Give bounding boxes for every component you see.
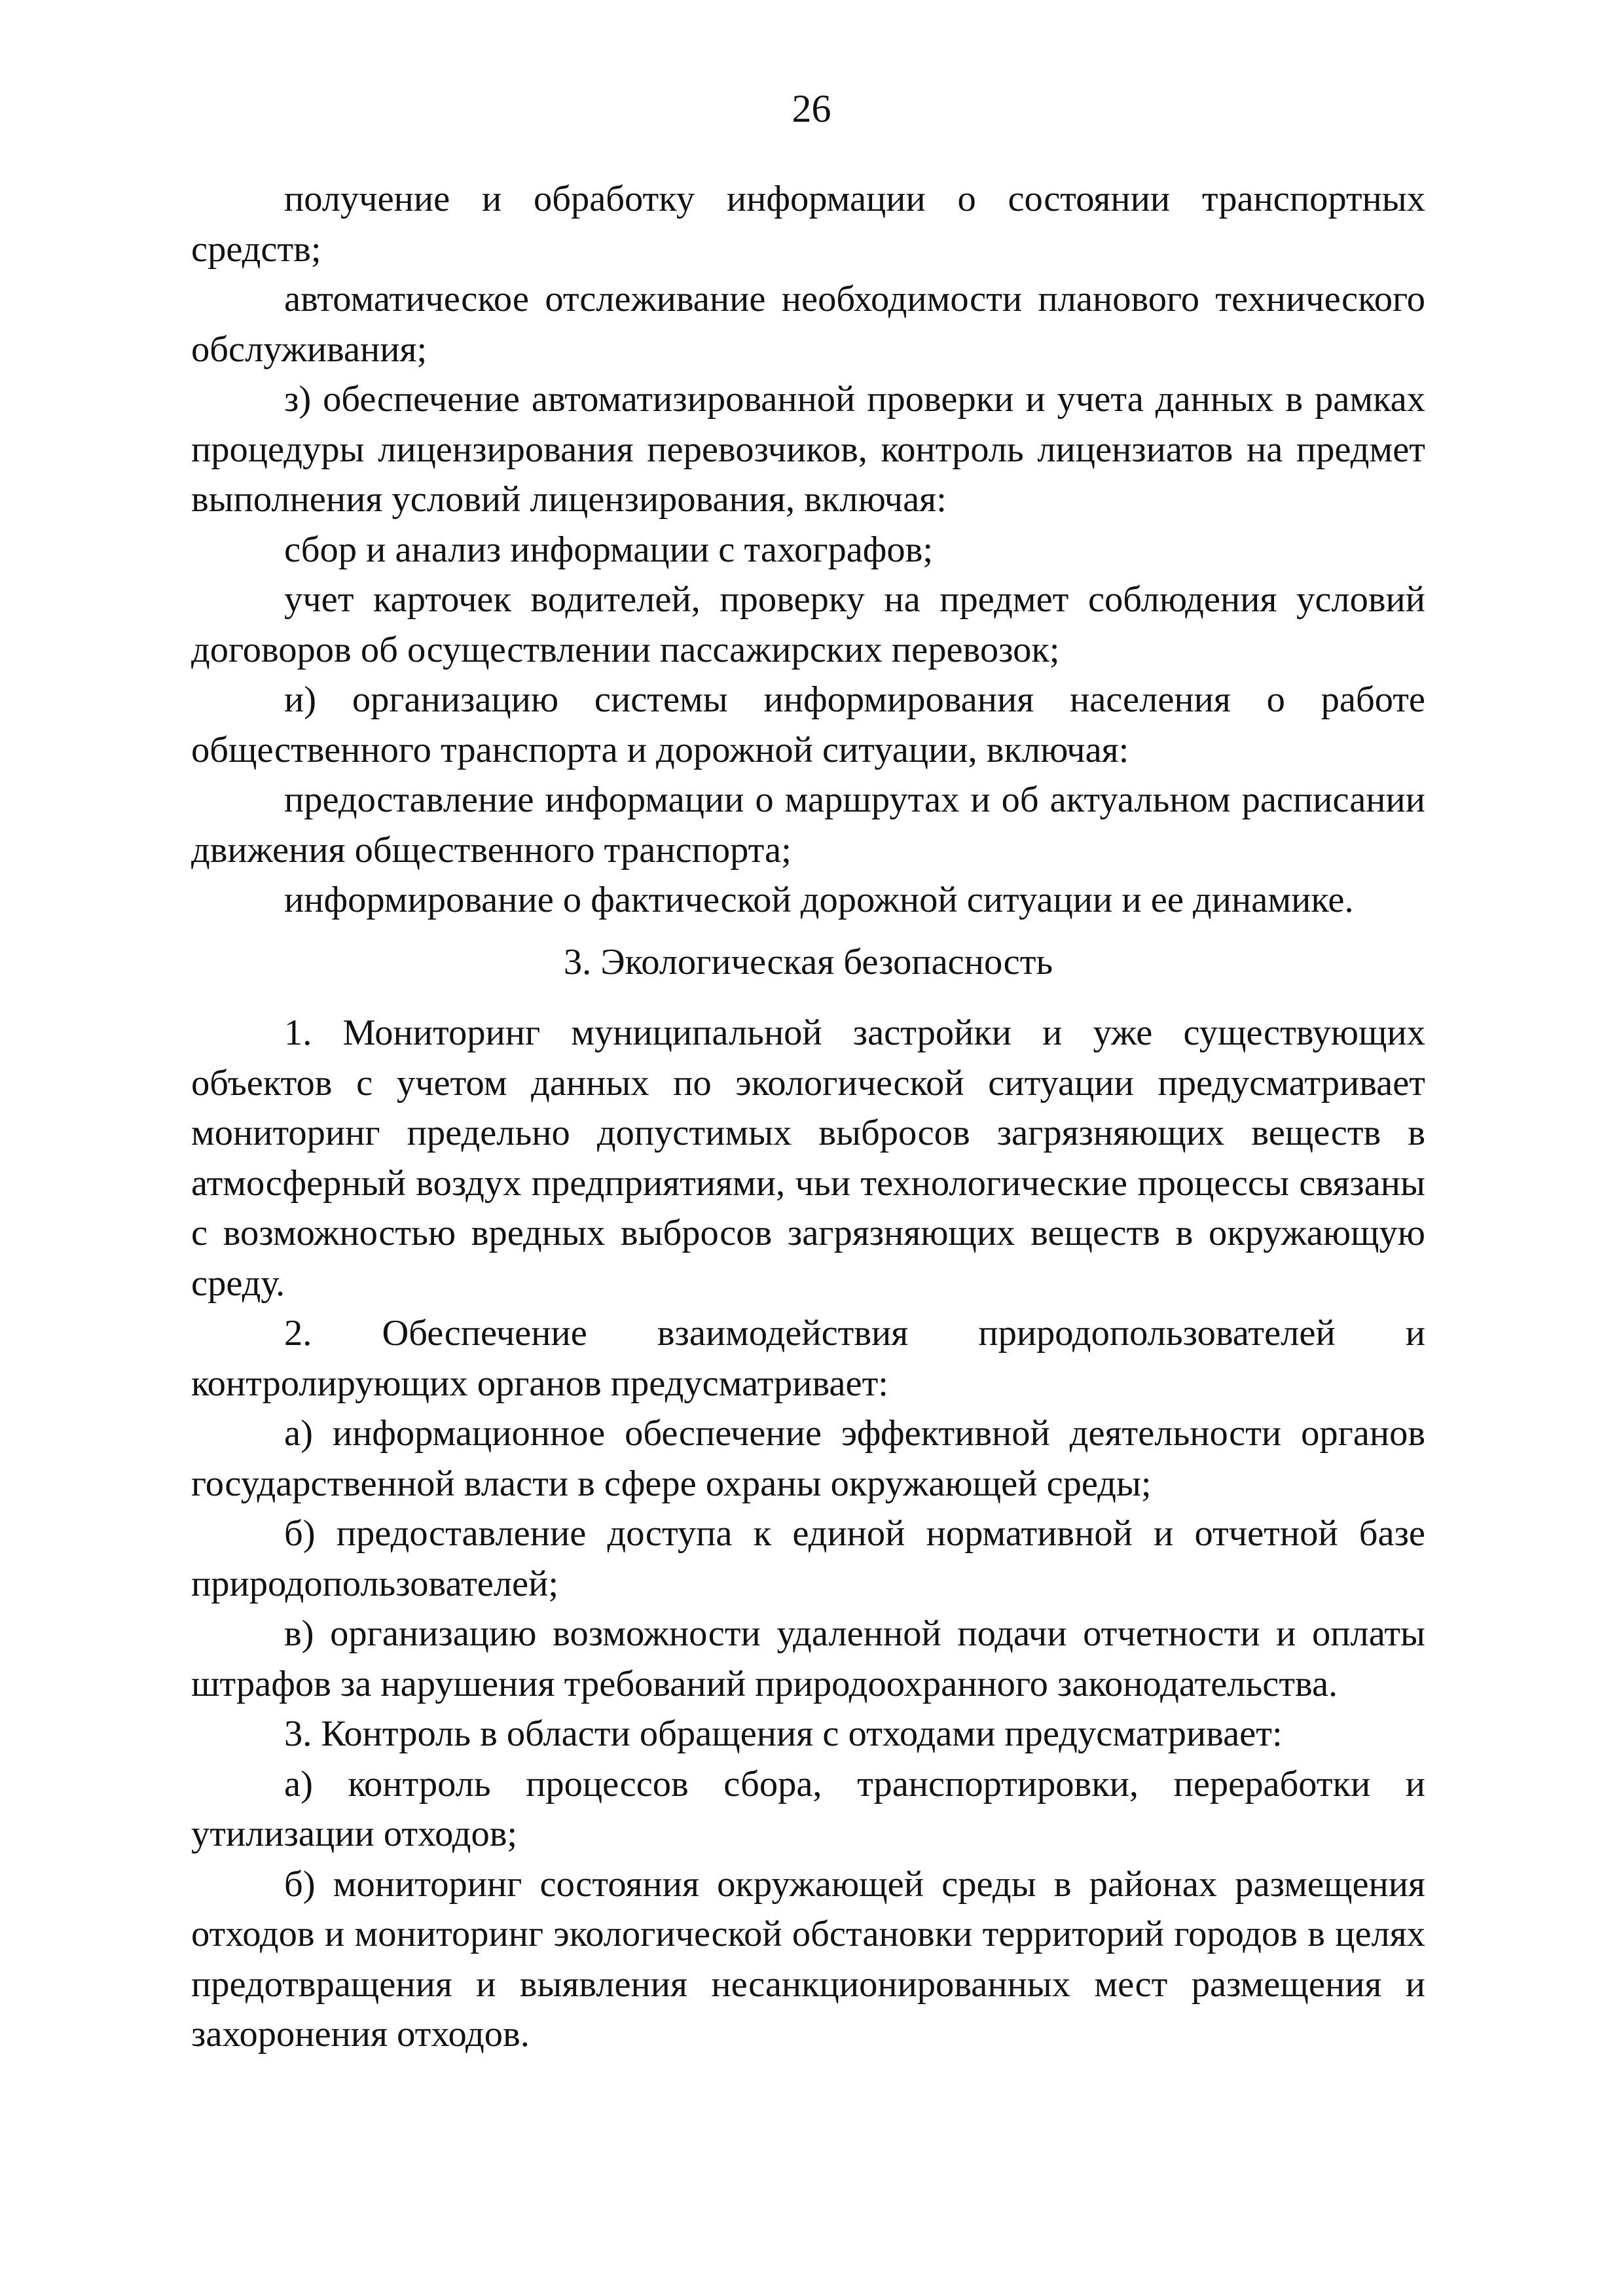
paragraph: а) информационное обеспечение эффективной деятельности органов государственной власти в сфере охраны окружающей среды; [191,1413,1425,1504]
paragraph: учет карточек водителей, проверку на предмет соблюдения условий договоров об осуществлении пассажирских перевозок; [191,579,1425,670]
paragraph: сбор и анализ информации с тахографов; [284,529,934,570]
paragraph: получение и обработку информации о состоянии транспортных средств; [191,179,1425,270]
paragraph: и) организацию системы информирования населения о работе общественного транспорта и дорожной ситуации, включая: [191,679,1425,770]
paragraph: з) обеспечение автоматизированной проверки и учета данных в рамках процедуры лицензирования перевозчиков, контроль лицензиатов на предмет выполнения условий лицензирования, включая: [191,379,1425,520]
paragraph: а) контроль процессов сбора, транспортировки, переработки и утилизации отходов; [191,1763,1425,1854]
paragraph: автоматическое отслеживание необходимости планового технического обслуживания; [191,279,1425,370]
paragraph: 2. Обеспечение взаимодействия природопользователей и контролирующих органов предусматривает: [191,1313,1425,1404]
paragraph: 1. Мониторинг муниципальной застройки и уже существующих объектов с учетом данных по экологической ситуации предусматривает мониторинг предельно допустимых выбросов загрязняющих веществ в атмосферный воздух предприятиями, чьи технологические процессы связаны с возможностью вредных выбросов загрязняющих веществ в окружающую среду. [191,1013,1425,1304]
paragraph: предоставление информации о маршрутах и об актуальном расписании движения общественного транспорта; [191,780,1425,870]
page-number: 26 [792,87,831,130]
paragraph: в) организацию возможности удаленной подачи отчетности и оплаты штрафов за нарушения требований природоохранного законодательства. [191,1613,1425,1704]
section-title: 3. Экологическая безопасность [563,941,1053,982]
paragraph: б) предоставление доступа к единой нормативной и отчетной базе природопользователей; [191,1513,1425,1604]
paragraph: информирование о фактической дорожной ситуации и ее динамике. [284,880,1354,920]
paragraph: б) мониторинг состояния окружающей среды в районах размещения отходов и мониторинг экологической обстановки территорий городов в целях предотвращения и выявления несанкционированных мест размещения и захоронения отходов. [191,1863,1425,2054]
document-body [191,174,1425,2060]
paragraph: 3. Контроль в области обращения с отходами предусматривает: [284,1713,1283,1754]
